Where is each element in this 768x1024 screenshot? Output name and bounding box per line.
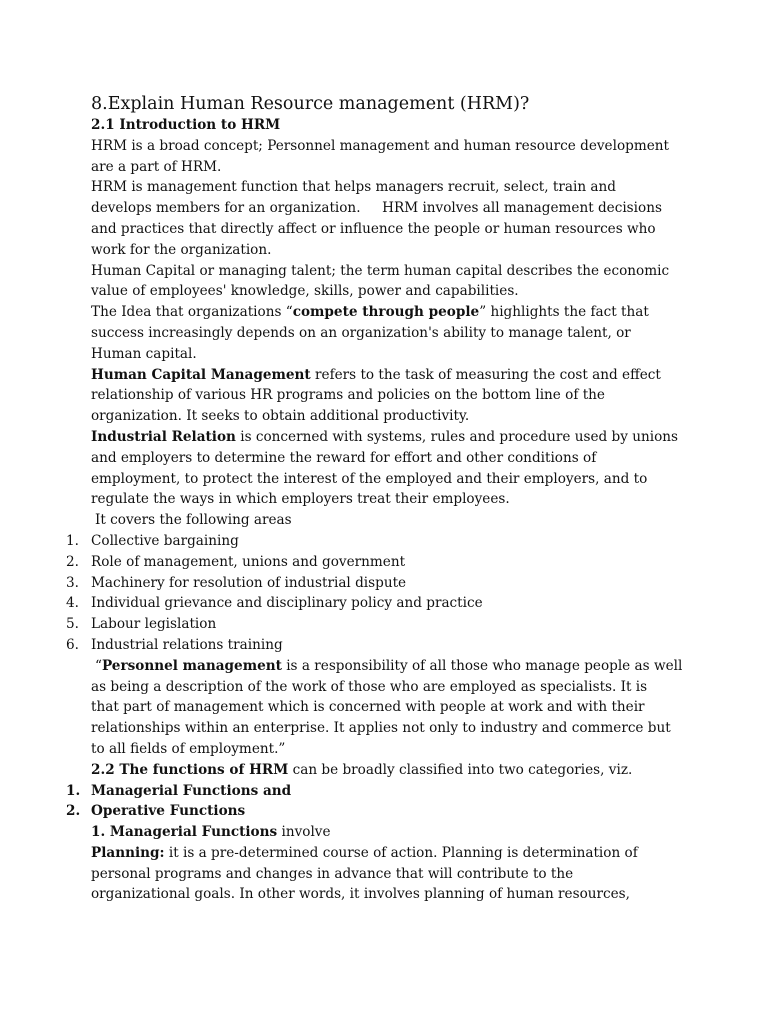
text-line: develops members for an organization. HRM involves all management decisions xyxy=(91,200,662,217)
paragraph-planning xyxy=(91,843,761,905)
text-line: work for the organization. xyxy=(91,241,272,258)
list-number: 1. xyxy=(66,532,79,549)
text-line: organizational goals. In other words, it involves planning of human resources, xyxy=(91,886,630,903)
section-heading: 2.2 The functions of HRM xyxy=(91,761,289,778)
list-number: 6. xyxy=(66,636,79,653)
list-item xyxy=(66,593,761,614)
list-text: Managerial Functions and xyxy=(91,782,292,799)
list-text: Individual grievance and disciplinary policy and practice xyxy=(91,595,483,612)
list-item xyxy=(66,552,761,573)
areas-list xyxy=(66,531,761,656)
document-title: 8.Explain Human Resource management (HRM)? xyxy=(91,94,530,114)
paragraph-managerial-functions xyxy=(91,822,761,843)
text-line: organization. It seeks to obtain additional productivity. xyxy=(91,408,470,425)
list-text: Industrial relations training xyxy=(91,636,283,653)
text-line: personal programs and changes in advance that will contribute to the xyxy=(91,865,574,882)
text-line: and employers to determine the reward for effort and other conditions of xyxy=(91,449,597,466)
categories-list xyxy=(66,781,761,823)
text-run: ” highlights the fact that xyxy=(479,304,649,321)
list-text: Labour legislation xyxy=(91,616,217,633)
text-line xyxy=(91,427,761,448)
list-item xyxy=(66,635,761,656)
list-text: Collective bargaining xyxy=(91,532,239,549)
text-line xyxy=(91,843,761,864)
text-line: are a part of HRM. xyxy=(91,158,222,175)
text-line: and practices that directly affect or influence the people or human resources who xyxy=(91,220,656,237)
list-number: 2. xyxy=(66,803,81,820)
text-line: relationships within an enterprise. It applies not only to industry and commerce but xyxy=(91,720,671,737)
text-line: relationship of various HR programs and policies on the bottom line of the xyxy=(91,387,605,404)
paragraph-personnel-management xyxy=(91,656,761,760)
text-line: Human capital. xyxy=(91,345,197,362)
paragraph-industrial-relation xyxy=(91,427,761,510)
list-number: 3. xyxy=(66,574,79,591)
list-text: Machinery for resolution of industrial dispute xyxy=(91,574,407,591)
list-item xyxy=(66,614,761,635)
text-run: “ xyxy=(95,657,102,674)
text-line: to all fields of employment.” xyxy=(91,740,286,757)
bold-term: Human Capital Management xyxy=(91,366,311,383)
text-line: regulate the ways in which employers treat their employees. xyxy=(91,491,510,508)
covers-intro: It covers the following areas xyxy=(95,512,292,529)
list-number: 1. xyxy=(66,782,81,799)
text-line: HRM is a broad concept; Personnel management and human resource development xyxy=(91,137,669,154)
text-line xyxy=(91,656,761,677)
text-line: that part of management which is concerned with people at work and with their xyxy=(91,699,645,716)
text-line: value of employees' knowledge, skills, power and capabilities. xyxy=(91,283,519,300)
paragraph-functions-of-hrm xyxy=(91,760,761,781)
paragraph-hrm-function xyxy=(91,177,761,260)
text-line: success increasingly depends on an organization's ability to manage talent, or xyxy=(91,324,631,341)
text-line xyxy=(91,302,761,323)
list-text: Operative Functions xyxy=(91,803,246,820)
bold-term: Personnel management xyxy=(101,657,282,674)
bold-term: Industrial Relation xyxy=(91,428,236,445)
text-run: refers to the task of measuring the cost and effect xyxy=(310,366,661,383)
text-line: HRM is management function that helps managers recruit, select, train and xyxy=(91,179,616,196)
text-run: it is a pre-determined course of action. Planning is determination of xyxy=(164,844,638,861)
paragraph-human-capital-management xyxy=(91,365,761,427)
text-line xyxy=(91,822,761,843)
text-run: is a responsibility of all those who manage people as well xyxy=(281,657,683,674)
bold-term: Planning: xyxy=(91,844,165,861)
list-number: 5. xyxy=(66,616,79,633)
text-line: as being a description of the work of those who are employed as specialists. It is xyxy=(91,678,648,695)
list-item xyxy=(66,781,761,802)
intro-heading: 2.1 Introduction to HRM xyxy=(91,117,281,133)
text-run: involve xyxy=(277,824,331,841)
text-line xyxy=(91,365,761,386)
subsection-heading: 1. Managerial Functions xyxy=(91,824,278,841)
text-run: is concerned with systems, rules and procedure used by unions xyxy=(235,428,679,445)
bold-term: compete through people xyxy=(292,304,480,321)
text-run: can be broadly classified into two categories, viz. xyxy=(288,761,633,778)
list-item xyxy=(66,801,761,822)
document-body xyxy=(66,115,761,905)
text-line xyxy=(91,760,761,781)
paragraph-hrm-concept xyxy=(91,136,761,178)
list-item xyxy=(66,531,761,552)
list-number: 4. xyxy=(66,595,79,612)
paragraph-human-capital xyxy=(91,261,761,303)
list-item xyxy=(66,573,761,594)
list-number: 2. xyxy=(66,553,79,570)
text-line: Human Capital or managing talent; the term human capital describes the economic xyxy=(91,262,670,279)
paragraph-compete-through-people xyxy=(91,302,761,364)
text-run: The Idea that organizations “ xyxy=(91,304,293,321)
list-text: Role of management, unions and government xyxy=(91,553,406,570)
text-line: employment, to protect the interest of the employed and their employers, and to xyxy=(91,470,648,487)
